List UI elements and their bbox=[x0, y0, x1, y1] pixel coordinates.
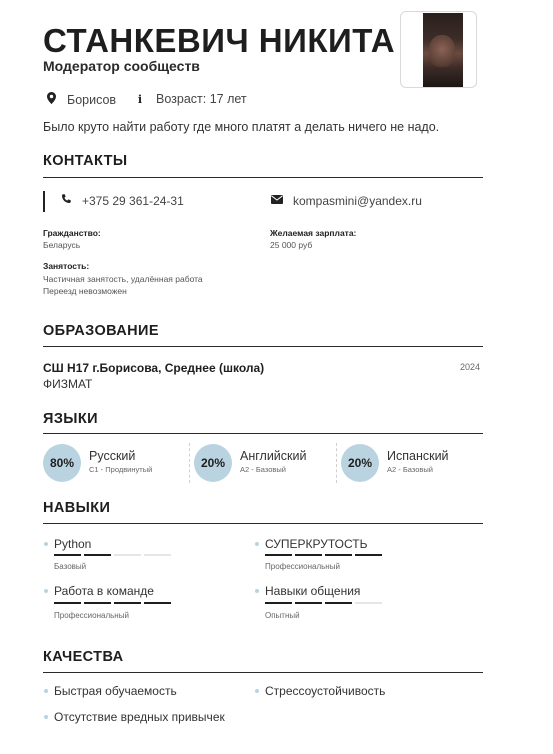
skill-bar-filled bbox=[84, 554, 111, 556]
language-separator bbox=[336, 443, 337, 483]
skill-level-bars bbox=[265, 554, 382, 556]
languages-title: ЯЗЫКИ bbox=[43, 411, 98, 427]
language-percent-badge: 80% bbox=[43, 444, 81, 482]
bullet-dot bbox=[255, 542, 259, 546]
quality-item: Быстрая обучаемость bbox=[54, 684, 177, 698]
skill-bar-filled bbox=[265, 602, 292, 604]
skill-level: Опытный bbox=[265, 611, 300, 620]
skill-level: Профессиональный bbox=[265, 562, 340, 571]
phone-contact[interactable] bbox=[59, 194, 184, 208]
salary-label: Желаемая зарплата: bbox=[270, 228, 357, 238]
contacts-title: КОНТАКТЫ bbox=[43, 153, 128, 169]
bullet-dot bbox=[255, 589, 259, 593]
skill-bar-filled bbox=[325, 554, 352, 556]
skill-bar-filled bbox=[54, 602, 81, 604]
employment-value: Частичная занятость, удалённая работа bbox=[43, 274, 203, 284]
language-percent-badge: 20% bbox=[194, 444, 232, 482]
contacts-accent-bar bbox=[43, 191, 45, 212]
bullet-dot bbox=[44, 689, 48, 693]
qualities-divider bbox=[43, 672, 483, 673]
skill-level-bars bbox=[265, 602, 382, 604]
skill-name: Python bbox=[54, 537, 92, 551]
profile-photo bbox=[423, 13, 463, 87]
skill-name: СУПЕРКРУТОСТЬ bbox=[265, 537, 368, 551]
qualities-title: КАЧЕСТВА bbox=[43, 649, 124, 665]
contacts-divider bbox=[43, 177, 483, 178]
education-title: ОБРАЗОВАНИЕ bbox=[43, 323, 159, 339]
age-text: Возраст: 17 лет bbox=[156, 92, 247, 106]
language-item bbox=[194, 443, 306, 483]
language-level: А2 - Базовый bbox=[387, 464, 433, 474]
skill-name: Работа в команде bbox=[54, 584, 154, 598]
email-text: kompasmini@yandex.ru bbox=[293, 194, 422, 208]
about-text: Было круто найти работу где много платят а делать ничего не надо. bbox=[43, 120, 440, 134]
citizenship-label: Гражданство: bbox=[43, 228, 101, 238]
age-meta bbox=[134, 92, 247, 106]
map-marker-icon bbox=[45, 92, 57, 107]
education-school: СШ Н17 г.Борисова, Среднее (школа) bbox=[43, 361, 265, 375]
education-year: 2024 bbox=[460, 362, 481, 372]
language-name: Английский bbox=[240, 448, 307, 463]
language-percent-badge: 20% bbox=[341, 444, 379, 482]
job-position: Модератор сообществ bbox=[43, 58, 200, 74]
skills-divider bbox=[43, 523, 483, 524]
skill-bar-empty bbox=[355, 602, 382, 604]
phone-text: +375 29 361-24-31 bbox=[82, 194, 184, 208]
skill-bar-filled bbox=[265, 554, 292, 556]
skills-title: НАВЫКИ bbox=[43, 500, 111, 516]
relocation-value: Переезд невозможен bbox=[43, 286, 127, 296]
language-level: С1 - Продвинутый bbox=[89, 464, 153, 474]
bullet-dot bbox=[44, 589, 48, 593]
skill-bar-filled bbox=[295, 554, 322, 556]
skill-bar-filled bbox=[84, 602, 111, 604]
education-divider bbox=[43, 346, 483, 347]
skill-bar-filled bbox=[114, 602, 141, 604]
email-contact[interactable] bbox=[270, 194, 422, 208]
city-meta bbox=[45, 92, 116, 107]
skill-level-bars bbox=[54, 554, 171, 556]
language-name: Русский bbox=[89, 448, 136, 463]
skill-bar-filled bbox=[295, 602, 322, 604]
employment-label: Занятость: bbox=[43, 261, 90, 271]
bullet-dot bbox=[44, 542, 48, 546]
languages-divider bbox=[43, 433, 483, 434]
skill-bar-filled bbox=[144, 602, 171, 604]
quality-item: Отсутствие вредных привычек bbox=[54, 710, 225, 724]
skill-name: Навыки общения bbox=[265, 584, 361, 598]
skill-bar-filled bbox=[325, 602, 352, 604]
city-text: Борисов bbox=[67, 92, 117, 107]
salary-value: 25 000 руб bbox=[270, 240, 313, 250]
skill-bar-filled bbox=[355, 554, 382, 556]
language-level: А2 - Базовый bbox=[240, 464, 286, 474]
skill-level: Базовый bbox=[54, 562, 87, 571]
skill-bar-filled bbox=[54, 554, 81, 556]
skill-bar-empty bbox=[144, 554, 171, 556]
skill-bar-empty bbox=[114, 554, 141, 556]
language-item bbox=[43, 443, 152, 483]
bullet-dot bbox=[255, 689, 259, 693]
bullet-dot bbox=[44, 715, 48, 719]
envelope-icon bbox=[270, 195, 284, 207]
language-name: Испанский bbox=[387, 448, 449, 463]
skill-level: Профессиональный bbox=[54, 611, 129, 620]
quality-item: Стрессоустойчивость bbox=[265, 684, 386, 698]
info-icon: i bbox=[137, 92, 143, 106]
education-specialty: ФИЗМАТ bbox=[43, 377, 93, 391]
profile-photo-frame bbox=[400, 11, 477, 88]
language-item bbox=[341, 443, 449, 483]
phone-icon bbox=[59, 194, 73, 208]
skill-level-bars bbox=[54, 602, 171, 604]
language-separator bbox=[189, 443, 190, 483]
citizenship-value: Беларусь bbox=[43, 240, 81, 250]
candidate-name: СТАНКЕВИЧ НИКИТА bbox=[43, 22, 396, 59]
